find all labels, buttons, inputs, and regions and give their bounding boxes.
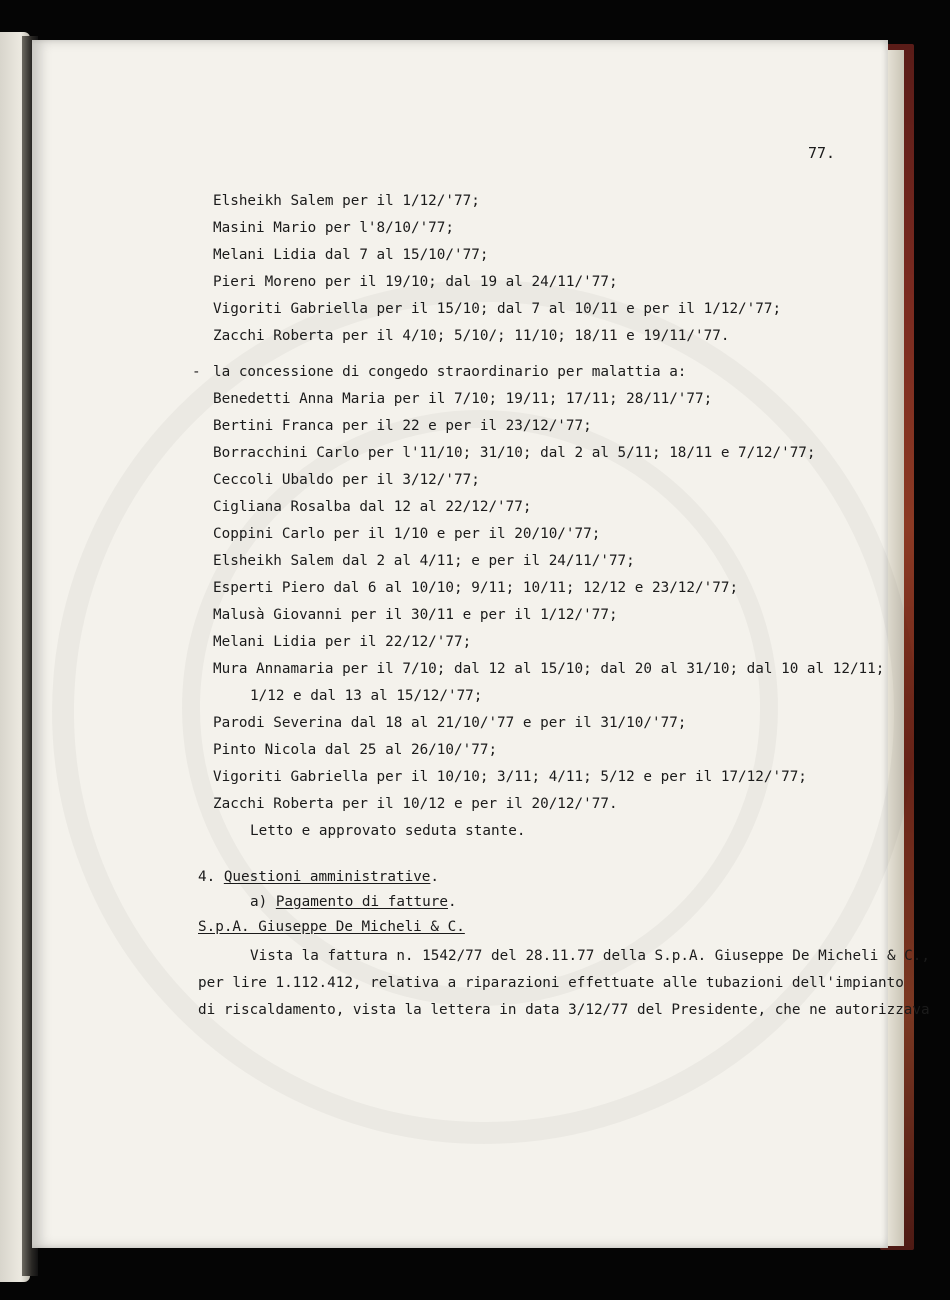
section-title-suffix: . bbox=[430, 869, 440, 885]
subsection-heading bbox=[250, 892, 457, 912]
subsection-title: Pagamento di fatture bbox=[275, 894, 448, 910]
approval-note: Letto e approvato seduta stante. bbox=[250, 823, 526, 839]
sick-leave-entry-continued: 1/12 e dal 13 al 15/12/'77; bbox=[250, 688, 483, 704]
sick-leave-entry: Vigoriti Gabriella per il 10/10; 3/11; 4/11; 5/12 e per il 17/12/'77; bbox=[213, 769, 807, 785]
absence-entry: Vigoriti Gabriella per il 15/10; dal 7 al 10/11 e per il 1/12/'77; bbox=[213, 301, 782, 317]
absence-entry: Masini Mario per l'8/10/'77; bbox=[213, 220, 455, 236]
paragraph-line: per lire 1.112.412, relativa a riparazioni effettuate alle tubazioni dell'impianto bbox=[198, 975, 904, 991]
sick-leave-entry: Zacchi Roberta per il 10/12 e per il 20/12/'77. bbox=[213, 796, 618, 812]
sick-leave-entry: Coppini Carlo per il 1/10 e per il 20/10/'77; bbox=[213, 526, 601, 542]
bullet-dash: - bbox=[192, 364, 201, 380]
subsection-letter: a) bbox=[250, 894, 268, 910]
section-title: Questioni amministrative bbox=[223, 869, 431, 885]
sick-leave-entry: Borracchini Carlo per l'11/10; 31/10; dal 2 al 5/11; 18/11 e 7/12/'77; bbox=[213, 445, 816, 461]
sick-leave-intro: la concessione di congedo straordinario per malattia a: bbox=[213, 364, 687, 380]
absence-entry: Pieri Moreno per il 19/10; dal 19 al 24/11/'77; bbox=[213, 274, 618, 290]
paragraph-line: di riscaldamento, vista la lettera in data 3/12/77 del Presidente, che ne autorizzava bbox=[198, 1002, 930, 1018]
absence-entry: Melani Lidia dal 7 al 15/10/'77; bbox=[213, 247, 489, 263]
subsection-title-suffix: . bbox=[447, 894, 457, 910]
sick-leave-entry: Melani Lidia per il 22/12/'77; bbox=[213, 634, 472, 650]
company-name: S.p.A. Giuseppe De Micheli & C. bbox=[198, 919, 465, 935]
absence-entry: Zacchi Roberta per il 4/10; 5/10/; 11/10; 18/11 e 19/11/'77. bbox=[213, 328, 730, 344]
section-heading bbox=[198, 867, 439, 887]
paragraph-line: Vista la fattura n. 1542/77 del 28.11.77 della S.p.A. Giuseppe De Micheli & C., bbox=[250, 948, 930, 964]
sick-leave-entry: Cigliana Rosalba dal 12 al 22/12/'77; bbox=[213, 499, 532, 515]
document-page bbox=[32, 40, 930, 1248]
sick-leave-entry: Malusà Giovanni per il 30/11 e per il 1/12/'77; bbox=[213, 607, 618, 623]
sick-leave-entry: Bertini Franca per il 22 e per il 23/12/'77; bbox=[213, 418, 592, 434]
sick-leave-entry: Parodi Severina dal 18 al 21/10/'77 e per il 31/10/'77; bbox=[213, 715, 687, 731]
sick-leave-entry: Elsheikh Salem dal 2 al 4/11; e per il 24/11/'77; bbox=[213, 553, 635, 569]
sick-leave-entry: Benedetti Anna Maria per il 7/10; 19/11; 17/11; 28/11/'77; bbox=[213, 391, 713, 407]
sick-leave-entry: Ceccoli Ubaldo per il 3/12/'77; bbox=[213, 472, 480, 488]
page-number: 77. bbox=[808, 144, 836, 162]
section-number: 4. bbox=[198, 869, 216, 885]
sick-leave-entry: Mura Annamaria per il 7/10; dal 12 al 15/10; dal 20 al 31/10; dal 10 al 12/11; bbox=[213, 661, 885, 677]
sick-leave-entry: Esperti Piero dal 6 al 10/10; 9/11; 10/11; 12/12 e 23/12/'77; bbox=[213, 580, 739, 596]
absence-entry: Elsheikh Salem per il 1/12/'77; bbox=[213, 193, 480, 209]
company-heading bbox=[198, 917, 465, 937]
sick-leave-entry: Pinto Nicola dal 25 al 26/10/'77; bbox=[213, 742, 498, 758]
